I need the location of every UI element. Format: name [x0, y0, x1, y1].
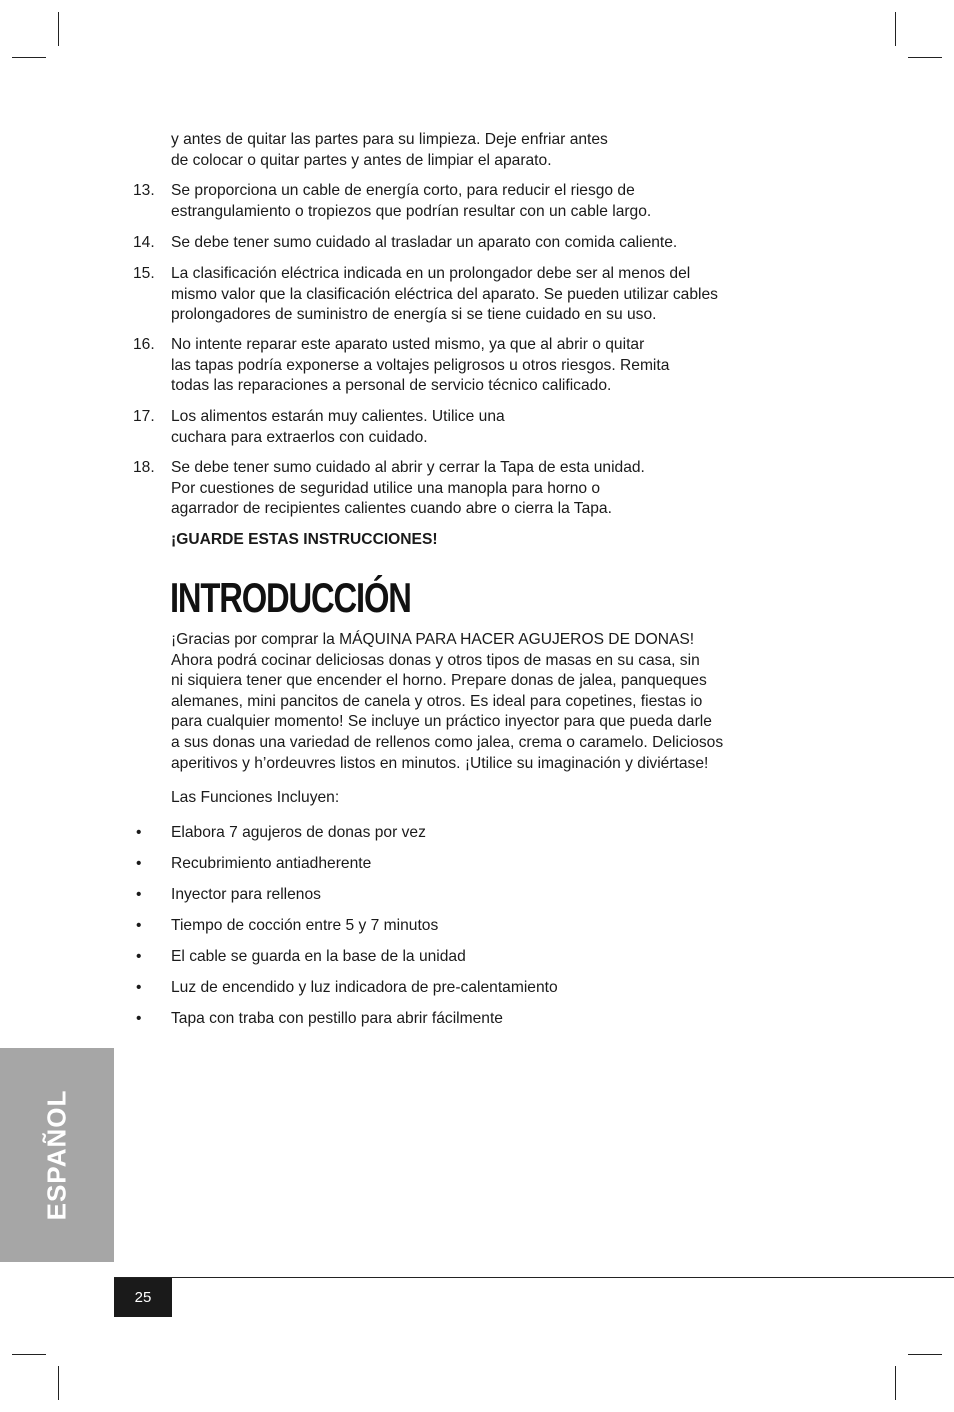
- crop-mark: [58, 12, 59, 46]
- feature-item: Elabora 7 agujeros de donas por vez: [171, 824, 426, 841]
- item-number: 13.: [133, 182, 155, 199]
- feature-item: Tapa con traba con pestillo para abrir fácilmente: [171, 1010, 503, 1027]
- crop-mark: [895, 1366, 896, 1400]
- safety-item-13: Se proporciona un cable de energía corto, para reducir el riesgo de estrangulamiento o tropiezos que podrían resultar con un cable largo.: [171, 182, 652, 220]
- item-number: 14.: [133, 234, 155, 251]
- bullet-icon: •: [136, 886, 142, 903]
- features-label: Las Funciones Incluyen:: [171, 789, 340, 806]
- item-number: 17.: [133, 408, 155, 425]
- safety-item-17: Los alimentos estarán muy calientes. Utilice una cuchara para extraerlos con cuidado.: [171, 408, 505, 446]
- intro-paragraph: ¡Gracias por comprar la MÁQUINA PARA HACER AGUJEROS DE DONAS! Ahora podrá cocinar deliciosas donas y otros tipos de masas en su casa, sin ni siquiera tener que encender el horno. Prepare donas de jalea, panqueques alemanes, mini pancitos de canela y otros. Es ideal para copetines, fiestas io para cualquier momento! Se incluye un práctico inyector para que pueda darle a sus donas una variedad de rellenos como jalea, crema o caramelo. Deliciosos aperitivos y h’ordeuvres listos en minutos. ¡Utilice su imaginación y diviértase!: [171, 631, 724, 772]
- feature-item: Inyector para rellenos: [171, 886, 321, 903]
- bullet-icon: •: [136, 824, 142, 841]
- safety-item-18: Se debe tener sumo cuidado al abrir y cerrar la Tapa de esta unidad. Por cuestiones de seguridad utilice una manopla para horno o agarrador de recipientes calientes cuando abre o cierra la Tapa.: [171, 459, 645, 518]
- save-instructions-note: ¡GUARDE ESTAS INSTRUCCIONES!: [171, 531, 438, 548]
- bullet-icon: •: [136, 979, 142, 996]
- bullet-icon: •: [136, 917, 142, 934]
- safety-item-15: La clasificación eléctrica indicada en un prolongador debe ser al menos del mismo valor que la clasificación eléctrica del aparato. Se pueden utilizar cables prolongadores de suministro de energía si se tiene cuidado en su uso.: [171, 265, 718, 324]
- crop-mark: [12, 57, 46, 58]
- page-number: 25: [134, 1289, 152, 1306]
- crop-mark: [908, 57, 942, 58]
- item-number: 16.: [133, 336, 155, 353]
- feature-item: El cable se guarda en la base de la unidad: [171, 948, 466, 965]
- bullet-icon: •: [136, 948, 142, 965]
- feature-item: Luz de encendido y luz indicadora de pre-calentamiento: [171, 979, 558, 996]
- feature-item: Tiempo de cocción entre 5 y 7 minutos: [171, 917, 439, 934]
- section-heading: INTRODUCCIÓN: [170, 574, 411, 621]
- crop-mark: [58, 1366, 59, 1400]
- language-label: ESPAÑOL: [41, 1089, 72, 1221]
- page-number-box: [114, 1278, 172, 1317]
- continuation-text: y antes de quitar las partes para su limpieza. Deje enfriar antes de colocar o quitar partes y antes de limpiar el aparato.: [171, 131, 608, 169]
- bullet-icon: •: [136, 855, 142, 872]
- item-number: 15.: [133, 265, 155, 282]
- safety-item-14: Se debe tener sumo cuidado al trasladar un aparato con comida caliente.: [171, 234, 678, 251]
- language-side-tab: [0, 1048, 114, 1262]
- bullet-icon: •: [136, 1010, 142, 1027]
- safety-item-16: No intente reparar este aparato usted mismo, ya que al abrir o quitar las tapas podría exponerse a voltajes peligrosos u otros riesgos. Remita todas las reparaciones a personal de servicio técnico calificado.: [171, 336, 670, 395]
- crop-mark: [895, 12, 896, 46]
- feature-item: Recubrimiento antiadherente: [171, 855, 372, 872]
- item-number: 18.: [133, 459, 155, 476]
- footer-rule: [114, 1277, 954, 1278]
- crop-mark: [908, 1354, 942, 1355]
- crop-mark: [12, 1354, 46, 1355]
